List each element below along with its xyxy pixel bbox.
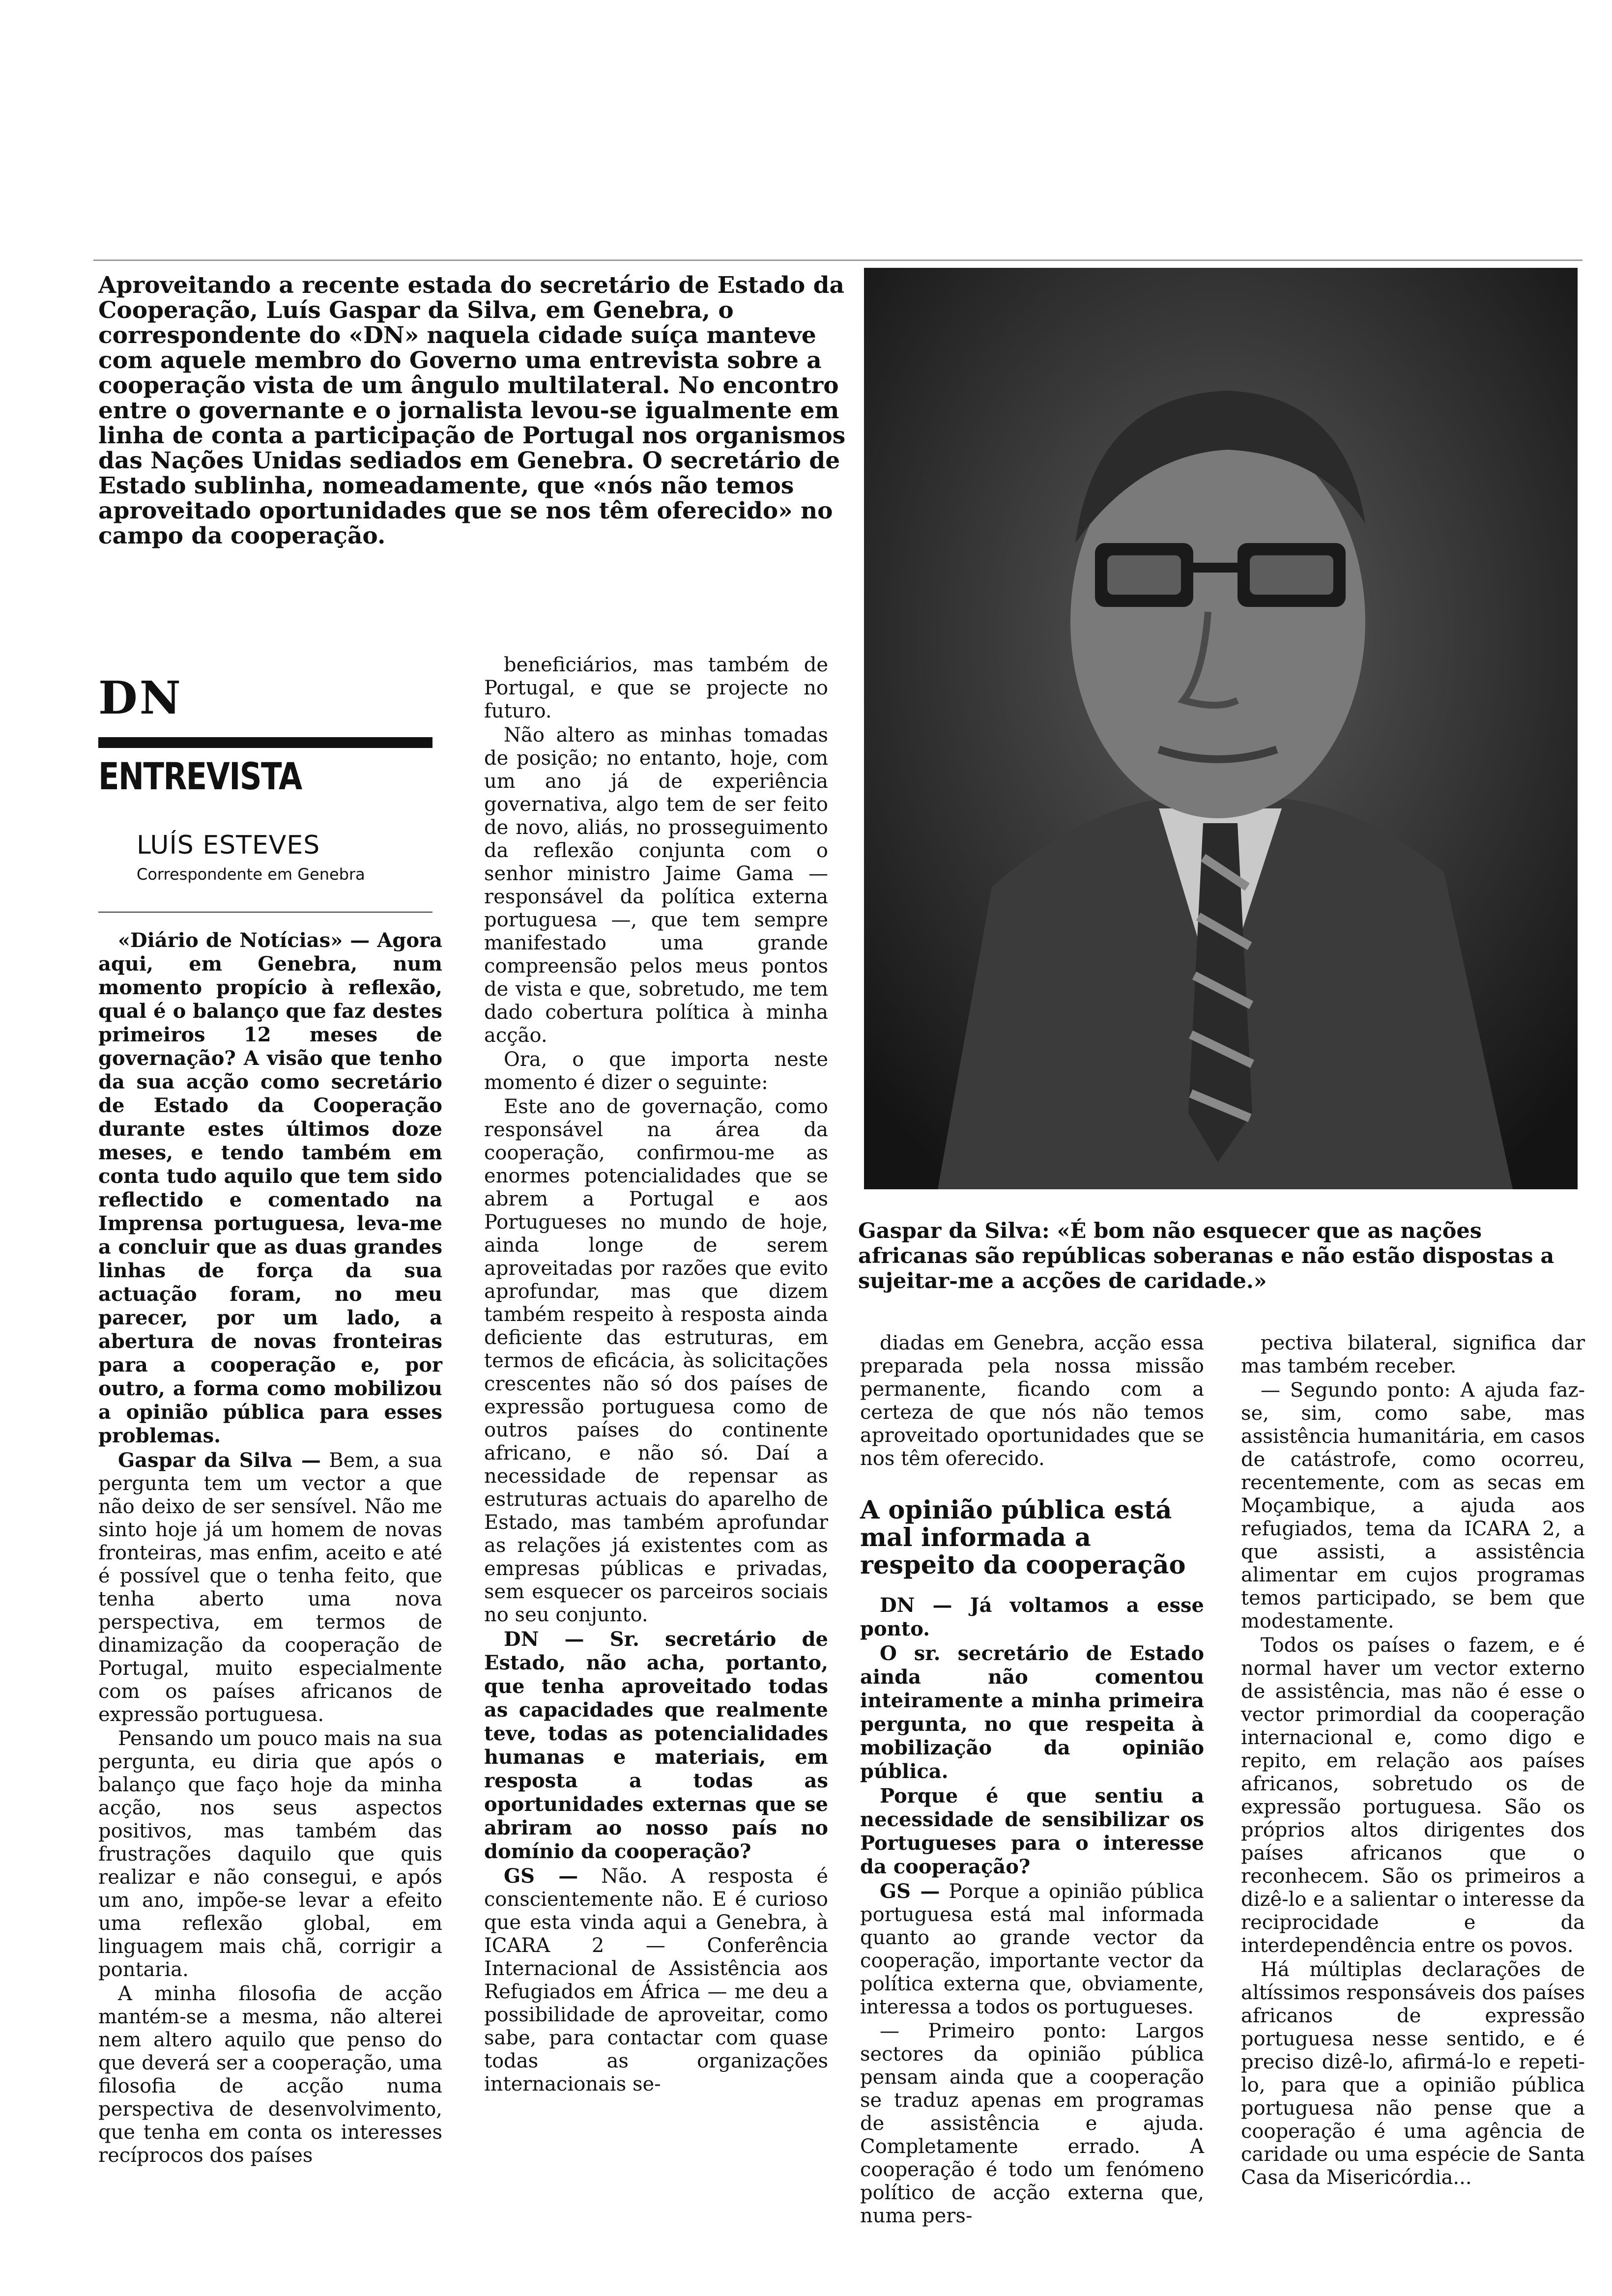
portrait-photo — [864, 268, 1578, 1189]
paragraph — [860, 1784, 1204, 1879]
paragraph — [860, 2020, 1204, 2228]
paragraph — [484, 1865, 828, 2096]
paragraph-bold: O sr. secretário de Estado ainda não comentou inteiramente a minha primeira pergunta, no que respeita à mobilização da opinião pública. — [860, 1642, 1204, 1783]
paragraph-bold: DN — Sr. secretário de Estado, não acha, portanto, que tenha aproveitado todas as capacidades que realmente teve, todas as potencialidades humanas e materiais, em resposta a todas as oportunidades externas que se abriram ao nosso país no domínio da cooperação? — [484, 1628, 828, 1863]
article-column-2 — [484, 654, 828, 2097]
author-name: LUÍS ESTEVES — [137, 831, 320, 860]
dn-logo: DN — [98, 671, 183, 724]
paragraph-bold: Gaspar da Silva — — [118, 1449, 321, 1472]
paragraph-text: — Segundo ponto: A ajuda faz-se, sim, como sabe, mas assistência humanitária, em casos de catástrofe, como ocorreu, recentemente, com as secas em Moçambique, a ajuda aos refugiados, tema da ICARA 2, a que assisti, a assistência alimentar em cujos programas temos participado, se bem que modestamente. — [1241, 1379, 1585, 1633]
author-role: Correspondente em Genebra — [137, 865, 365, 884]
paragraph — [1241, 1379, 1585, 1633]
paragraph — [1241, 1634, 1585, 1957]
photo-caption: Gaspar da Silva: «É bom não esquecer que as nações africanas são repúblicas soberanas e não estão dispostas a sujeitar-me a acções de caridade.» — [858, 1219, 1554, 1293]
paragraph-text: Ora, o que importa neste momento é dizer o seguinte: — [484, 1048, 828, 1094]
paragraph — [860, 1332, 1204, 1470]
paragraph — [860, 1880, 1204, 2019]
paragraph-text: Não. A resposta é conscientemente não. E é curioso que esta vinda aqui a Genebra, à ICARA 2 — Conferência Internacional de Assistência aos Refugiados em África — me deu a possibilidade de aproveitar, como sabe, para contactar com quase todas as organizações internacionais se- — [484, 1865, 828, 2095]
article-column-3 — [860, 1332, 1204, 1471]
paragraph-text: beneficiários, mas também de Portugal, e que se projecte no futuro. — [484, 654, 828, 722]
paragraph — [98, 1982, 442, 2167]
paragraph — [484, 1095, 828, 1627]
paragraph — [98, 929, 442, 1448]
paragraph — [860, 1594, 1204, 1641]
paragraph-text: diadas em Genebra, acção essa preparada pela nossa missão permanente, ficando com a certeza de que nós não temos aproveitado oportunidades que se nos têm oferecido. — [860, 1332, 1204, 1470]
paragraph — [484, 1628, 828, 1864]
paragraph-bold: «Diário de Notícias» — Agora aqui, em Genebra, num momento propício à reflexão, qual é o balanço que faz destes primeiros 12 meses de governação? A visão que tenho da sua acção como secretário de Estado da Cooperação durante estes últimos doze meses, e tendo também em conta tudo aquilo que tem sido reflectido e comentado na Imprensa portuguesa, leva-me a concluir que as duas grandes linhas de força da sua actuação foram, no meu parecer, por um lado, a abertura de novas fronteiras para a cooperação e, por outro, a forma como mobilizou a opinião pública para esses problemas. — [98, 929, 442, 1447]
paragraph-text: Pensando um pouco mais na sua pergunta, eu diria que após o balanço que faço hoje da minha acção, nos seus aspectos positivos, mas também das frustrações daquilo que quis realizar e não consegui, e após um ano, impõe-se levar a efeito uma reflexão global, em linguagem mais chã, corrigir a pontaria. — [98, 1727, 442, 1981]
byline-rule — [98, 912, 432, 913]
paragraph-text: Não altero as minhas tomadas de posição; no entanto, hoje, com um ano já de experiência governativa, algo tem de ser feito de novo, aliás, no prosseguimento da reflexão conjunta com o senhor ministro Jaime Gama — responsável da política externa portuguesa —, que tem sempre manifestado uma grande compreensão pelos meus pontos de vista e que, sobretudo, me tem dado cobertura política à minha acção. — [484, 724, 828, 1047]
paragraph — [1241, 1958, 1585, 2189]
paragraph-text: pectiva bilateral, significa dar mas também receber. — [1241, 1332, 1585, 1378]
article-column-4 — [1241, 1332, 1585, 2190]
paragraph — [98, 1727, 442, 1981]
top-rule — [93, 259, 1583, 261]
paragraph-text: A minha filosofia de acção mantém-se a mesma, não alterei nem altero aquilo que penso do que deverá ser a cooperação, uma filosofia de acção numa perspectiva de desenvolvimento, que tenha em conta os interesses recíprocos dos países — [98, 1982, 442, 2167]
paragraph-text: — Primeiro ponto: Largos sectores da opinião pública pensam ainda que a cooperação se traduz apenas em programas de assistência e ajuda. Completamente errado. A cooperação é todo um fenómeno político de acção externa que, numa pers- — [860, 2020, 1204, 2227]
subheading: A opinião pública está mal informada a respeito da cooperação — [860, 1495, 1186, 1580]
paragraph — [860, 1642, 1204, 1783]
paragraph — [484, 1048, 828, 1094]
paragraph-bold: Porque é que sentiu a necessidade de sensibilizar os Portugueses para o interesse da cooperação? — [860, 1784, 1204, 1878]
column-3-lower — [860, 1496, 1204, 2229]
article-column-1 — [98, 929, 442, 2168]
article-column-3b — [860, 1594, 1204, 2228]
lead-paragraph: Aproveitando a recente estada do secretário de Estado da Cooperação, Luís Gaspar da Silva, em Genebra, o correspondente do «DN» naquela cidade suíça manteve com aquele membro do Governo uma entrevista sobre a cooperação vista de um ângulo multilateral. No encontro entre o governante e o jornalista levou-se igualmente em linha de conta a participação de Portugal nos organismos das Nações Unidas sediados em Genebra. O secretário de Estado sublinha, nomeadamente, que «nós não temos aproveitado oportunidades que se nos têm oferecido» no campo da cooperação. — [98, 272, 846, 549]
paragraph-text: Este ano de governação, como responsável na área da cooperação, confirmou-me as enormes potencialidades que se abrem a Portugal e aos Portugueses no mundo de hoje, ainda longe de serem aproveitadas por razões que evito aprofundar, mas que dizem também respeito à resposta ainda deficiente das estruturas, em termos de eficácia, às solicitações crescentes não só dos países de expressão portuguesa como de outros países do continente africano, e não só. Daí a necessidade de repensar as estruturas actuais do aparelho de Estado, mas também aprofundar as relações já existentes com as empresas públicas e privadas, sem esquecer os parceiros sociais no seu conjunto. — [484, 1095, 828, 1626]
paragraph-text: Bem, a sua pergunta tem um vector a que não deixo de ser sensível. Não me sinto hoje já um homem de novas fronteiras, mas enfim, aceito e até é possível que o tenha feito, que tenha aberto uma nova perspectiva, em termos de dinamização da cooperação de Portugal, muito especialmente com os países africanos de expressão portuguesa. — [98, 1449, 442, 1726]
paragraph — [1241, 1332, 1585, 1378]
paragraph-text: Há múltiplas declarações de altíssimos responsáveis dos países africanos de expressão portuguesa nesse sentido, e é preciso dizê-lo, afirmá-lo e repeti-lo, para que a opinião pública portuguesa não pense que a cooperação é uma agência de caridade ou uma espécie de Santa Casa da Misericórdia... — [1241, 1958, 1585, 2189]
paragraph-bold: GS — — [504, 1865, 578, 1888]
paragraph — [98, 1449, 442, 1726]
paragraph-text: Porque a opinião pública portuguesa está mal informada quanto ao grande vector da cooperação, importante vector da política externa que, obviamente, interessa a todos os portugueses. — [860, 1880, 1204, 2018]
paragraph-bold: DN — Já voltamos a esse ponto. — [860, 1594, 1204, 1640]
paragraph-text: Todos os países o fazem, e é normal haver um vector externo de assistência, mas não é esse o vector primordial da cooperação internacional e, como digo e repito, em relação aos países africanos, sobretudo os de expressão portuguesa. São os próprios altos dirigentes dos países africanos que o reconhecem. São os primeiros a dizê-lo e a salientar o interesse da reciprocidade e da interdependência entre os povos. — [1241, 1634, 1585, 1957]
logo-bar — [98, 737, 432, 748]
paragraph — [484, 654, 828, 723]
paragraph-bold: GS — — [880, 1880, 940, 1903]
section-title: ENTREVISTA — [98, 754, 302, 798]
paragraph — [484, 724, 828, 1047]
